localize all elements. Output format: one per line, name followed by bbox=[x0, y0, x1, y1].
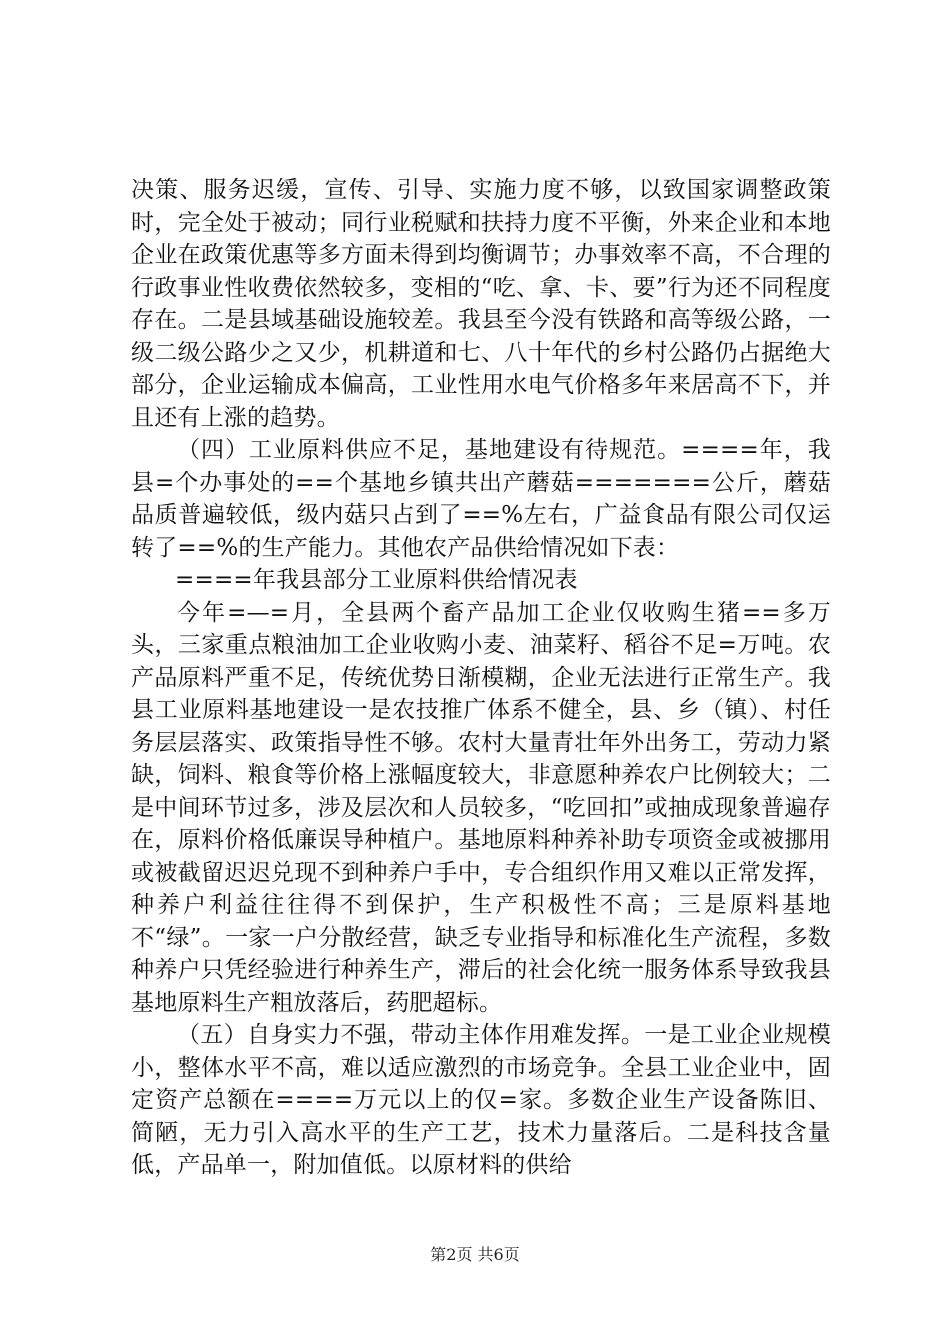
document-body bbox=[131, 174, 831, 1182]
paragraph-continued: 决策、服务迟缓，宣传、引导、实施力度不够，以致国家调整政策时，完全处于被动；同行业税赋和扶持力度不平衡，外来企业和本地企业在政策优惠等多方面未得到均衡调节；办事效率不高，不合理的行政事业性收费依然较多，变相的“吃、拿、卡、要”行为还不同程度存在。二是县域基础设施较差。我县至今没有铁路和高等级公路，一级二级公路少之又少，机耕道和七、八十年代的乡村公路仍占据绝大部分，企业运输成本偏高，工业性用水电气价格多年来居高不下，并且还有上涨的趋势。 bbox=[131, 177, 831, 431]
paragraph-section-four: （四）工业原料供应不足，基地建设有待规范。====年，我县=个办事处的==个基地乡镇共出产蘑菇=======公斤，蘑菇品质普遍较低，级内菇只占到了==%左右，广益食品有限公司仅运转了==%的生产能力。其他农产品供给情况如下表： bbox=[131, 437, 831, 561]
table-caption: ====年我县部分工业原料供给情况表 bbox=[175, 567, 578, 593]
paragraph-section-five: （五）自身实力不强，带动主体作用难发挥。一是工业企业规模小，整体水平不高，难以适应激烈的市场竞争。全县工业企业中，固定资产总额在====万元以上的仅=家。多数企业生产设备陈旧、简陋，无力引入高水平的生产工艺，技术力量落后。二是科技含量低，产品单一，附加值低。以原材料的供给 bbox=[131, 1022, 831, 1178]
page-footer: 第2页 共6页 bbox=[430, 1245, 520, 1264]
paragraph-raw-materials: 今年=—=月，全县两个畜产品加工企业仅收购生猪==多万头，三家重点粮油加工企业收购小麦、油菜籽、稻谷不足=万吨。农产品原料严重不足，传统优势日渐模糊，企业无法进行正常生产。我县工业原料基地建设一是农技推广体系不健全，县、乡（镇）、村任务层层落实、政策指导性不够。农村大量青壮年外出务工，劳动力紧缺，饲料、粮食等价格上涨幅度较大，非意愿种养农户比例较大；二是中间环节过多，涉及层次和人员较多，“吃回扣”或抽成现象普遍存在，原料价格低廉误导种植户。基地原料种养补助专项资金或被挪用或被截留迟迟兑现不到种养户手中，专合组织作用又难以正常发挥，种养户利益往往得不到保护，生产积极性不高；三是原料基地不“绿”。一家一户分散经营，缺乏专业指导和标准化生产流程，多数种养户只凭经验进行种养生产，滞后的社会化统一服务体系导致我县基地原料生产粗放落后，药肥超标。 bbox=[131, 599, 831, 1016]
